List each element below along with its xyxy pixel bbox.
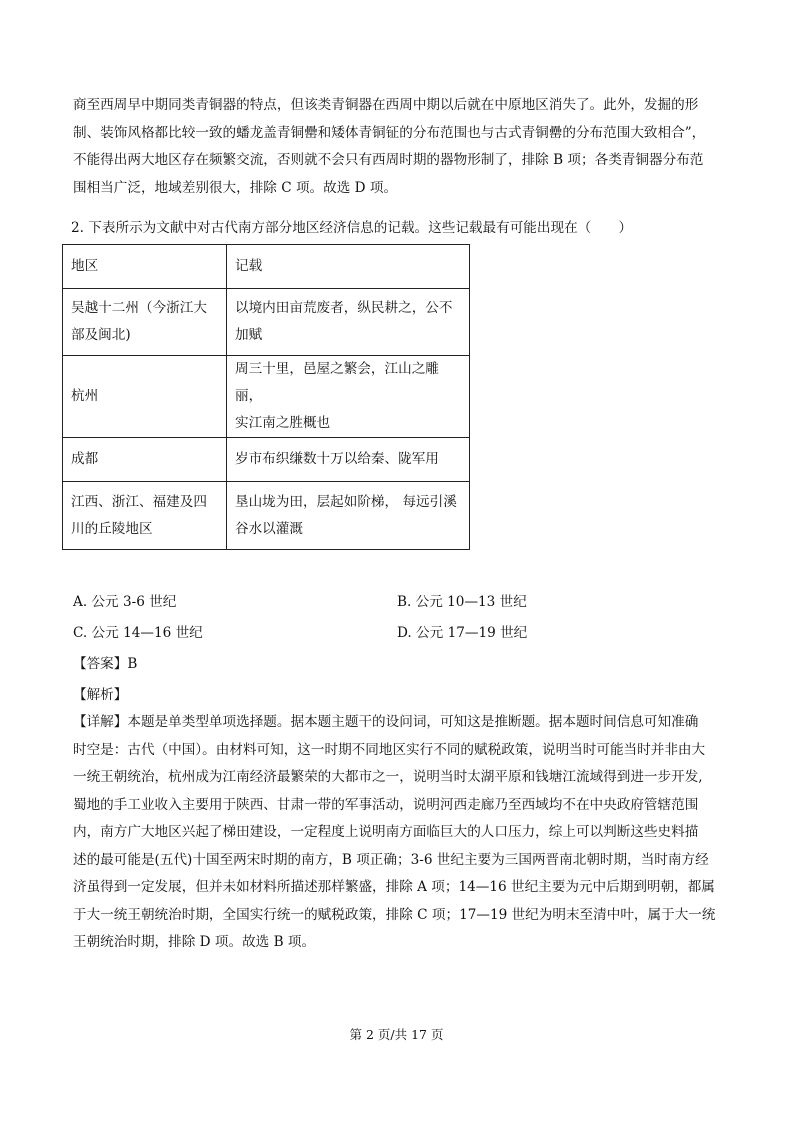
- cell-line: 川的丘陵地区: [71, 520, 153, 537]
- records-table: [62, 244, 470, 550]
- cell-line: 吴越十二州（今浙江大: [71, 300, 207, 316]
- region-cell: [63, 289, 227, 356]
- header-region: 地区: [63, 245, 227, 289]
- region-cell: [63, 438, 227, 482]
- region-cell: [63, 482, 227, 550]
- cell-line: 成都: [71, 451, 99, 467]
- cell-line: 谷水以灌溉: [235, 520, 303, 537]
- text-line: 商至西周早中期同类青铜器的特点，但该类青铜器在西周中期以后就在中原地区消失了。此外，发掘的形: [73, 97, 699, 113]
- option-b: B. 公元 10—13 世纪: [397, 594, 527, 610]
- cell-line: 江西、浙江、福建及四: [71, 493, 207, 510]
- table-row: [63, 356, 470, 438]
- question-stem: 2. 下表所示为文献中对古代南方部分地区经济信息的记载。这些记载最有可能出现在（ ）: [71, 220, 633, 236]
- cell-line: 加赋: [235, 327, 263, 343]
- cell-line: 岁市布织缣数十万以给秦、陇军用: [235, 451, 439, 467]
- cell-line: 杭州: [71, 388, 99, 404]
- option-a: A. 公元 3-6 世纪: [73, 594, 177, 610]
- record-cell: [227, 482, 470, 550]
- analysis-label: 【解析】: [73, 687, 128, 703]
- region-cell: [63, 356, 227, 438]
- table-row: [63, 438, 470, 482]
- text-line: 述的最可能是(五代)十国至两宋时期的南方，B 项正确；3-6 世纪主要为三国两晋南北朝时期，当时南方经: [73, 851, 709, 868]
- table-row: [63, 482, 470, 550]
- text-line: 围相当广泛，地域差别很大，排除 C 项。故选 D 项。: [73, 179, 398, 196]
- cell-line: 以境内田亩荒废者，纵民耕之，公不: [235, 300, 453, 316]
- text-line: 蜀地的手工业收入主要用于陕西、甘肃一带的军事活动，说明河西走廊乃至西域均不在中央政府管辖范围: [73, 796, 699, 813]
- table-header-row: [63, 245, 470, 289]
- cell-line: 垦山垅为田，层起如阶梯， 每远引溪: [235, 493, 457, 510]
- text-line: 时空是：古代（中国）。由材料可知，这一时期不同地区实行不同的赋税政策，说明当时可能当时并非由大: [73, 741, 706, 758]
- option-d: D. 公元 17—19 世纪: [397, 625, 528, 641]
- record-cell: [227, 438, 470, 482]
- page-footer: 第 2 页/共 17 页: [349, 1027, 444, 1042]
- cell-line: 周三十里，邑屋之繁会，江山之雕丽，: [235, 361, 439, 404]
- text-line: 制、装饰风格都比较一致的蟠龙盖青铜罍和矮体青铜钲的分布范围也与古式青铜罍的分布范围大致相合”，: [73, 124, 706, 141]
- cell-line: 部及闽北): [71, 327, 131, 343]
- text-line: 于大一统王朝统治时期，全国实行统一的赋税政策，排除 C 项；17—19 世纪为明末至清中叶，属于大一统: [73, 906, 716, 923]
- answer-label: 【答案】B: [73, 656, 138, 672]
- option-c: C. 公元 14—16 世纪: [73, 625, 203, 641]
- text-line: 一统王朝统治，杭州成为江南经济最繁荣的大都市之一，说明当时太湖平原和钱塘江流域得到进一步开发,: [73, 769, 703, 785]
- cell-line: 实江南之胜概也: [235, 415, 331, 431]
- previous-explanation: [73, 92, 723, 202]
- header-record: 记载: [227, 245, 470, 289]
- text-line: 内，南方广大地区兴起了梯田建设，一定程度上说明南方面临巨大的人口压力，综上可以判断这些史料描: [73, 824, 699, 840]
- record-cell: [227, 289, 470, 356]
- text-line: 【详解】本题是单类型单项选择题。据本题主题干的设问词，可知这是推断题。据本题时间信息可知准确: [73, 714, 699, 730]
- text-line: 济虽得到一定发展，但并未如材料所描述那样繁盛，排除 A 项；14—16 世纪主要为元中后期到明朝，都属: [73, 879, 715, 895]
- text-line: 不能得出两大地区存在频繁交流，否则就不会只有西周时期的器物形制了，排除 B 项；各类青铜器分布范: [73, 152, 704, 168]
- detailed-explanation: [73, 709, 723, 957]
- text-line: 王朝统治时期，排除 D 项。故选 B 项。: [73, 934, 316, 950]
- record-cell: [227, 356, 470, 438]
- table-row: [63, 289, 470, 356]
